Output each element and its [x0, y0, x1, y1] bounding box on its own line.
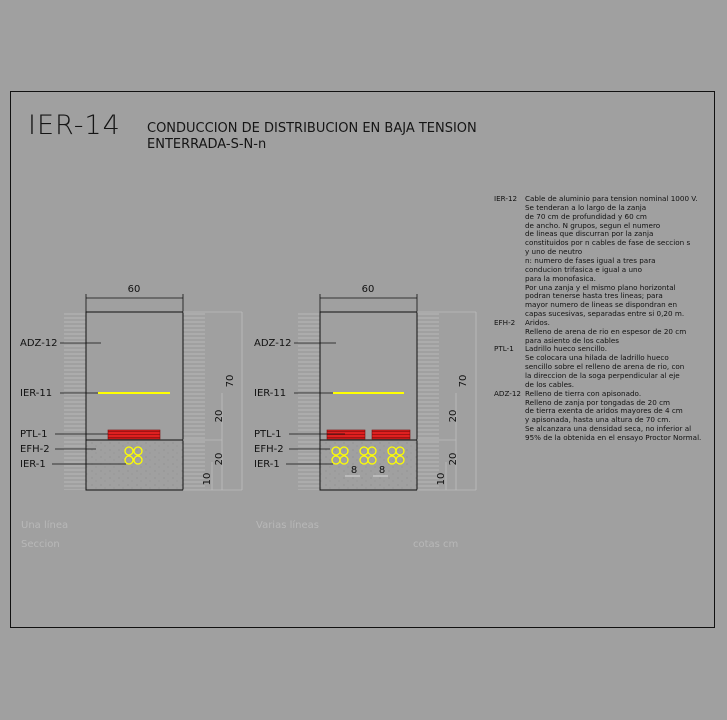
soil-hatch-left — [298, 312, 320, 490]
note-line: la direccion de la soga perpendicular al eje — [525, 371, 680, 380]
caption-single-line: Una línea — [21, 520, 69, 531]
sand-bed — [86, 440, 183, 490]
note-key: EFH-2 — [494, 317, 516, 327]
label-adz12: ADZ-12 — [20, 338, 58, 349]
label-ptl1: PTL-1 — [254, 429, 282, 440]
note-line: Relleno de zanja por tongadas de 20 cm — [525, 397, 671, 407]
caption-several-lines: Varias líneas — [256, 520, 319, 531]
dim-20-lower: 20 — [448, 452, 459, 466]
label-ptl1: PTL-1 — [20, 429, 48, 440]
section-single-line — [20, 284, 242, 490]
dim-70: 70 — [458, 374, 469, 388]
section-several-lines — [254, 284, 476, 490]
label-efh2: EFH-2 — [20, 444, 50, 455]
note-line: Aridos. — [525, 317, 550, 327]
label-ier1: IER-1 — [254, 459, 280, 470]
label-ier1: IER-1 — [20, 459, 46, 470]
drawing-title-line2: ENTERRADA-S-N-n — [147, 137, 267, 152]
note-line: mayor numero de lineas se dispondran en — [525, 300, 677, 310]
note-line: y uno de neutro — [525, 247, 583, 257]
label-efh2: EFH-2 — [254, 444, 284, 455]
note-line: de tierra exenta de aridos mayores de 4 cm — [525, 406, 683, 416]
note-key: ADZ-12 — [494, 388, 521, 398]
note-line: de los cables. — [525, 379, 575, 389]
note-key: IER-12 — [494, 194, 518, 203]
note-line: podran tenerse hasta tres lineas; para — [525, 291, 663, 301]
brick-row-right — [372, 430, 410, 439]
label-ier11: IER-11 — [20, 388, 53, 399]
note-line: de ancho. N grupos, segun el numero — [525, 220, 661, 230]
note-line: Ladrillo hueco sencillo. — [525, 344, 607, 354]
note-key: PTL-1 — [494, 344, 514, 354]
note-line: Se colocara una hilada de ladrillo hueco — [525, 353, 669, 363]
note-line: para la monofasica. — [525, 273, 596, 283]
note-line: de lineas que discurran por la zanja — [525, 229, 654, 239]
note-line: Por una zanja y el mismo plano horizontal — [525, 282, 676, 292]
label-adz12: ADZ-12 — [254, 338, 292, 349]
spacing-dim-1: 8 — [350, 465, 358, 476]
label-ier11: IER-11 — [254, 388, 287, 399]
dim-10: 10 — [436, 472, 447, 486]
caption-section: Seccion — [21, 539, 60, 550]
soil-hatch-left — [64, 312, 86, 490]
dim-70: 70 — [225, 374, 236, 388]
brick-row — [108, 430, 160, 439]
dim-10: 10 — [202, 472, 213, 486]
note-line: capas sucesivas, separadas entre si 0,20 m. — [525, 309, 685, 319]
drawing-title-line1: CONDUCCION DE DISTRIBUCION EN BAJA TENSION — [147, 121, 477, 136]
note-line: Se alcanzara una densidad seca, no inferior al — [525, 424, 692, 434]
dim-20-upper: 20 — [448, 409, 459, 423]
caption-units: cotas cm — [413, 539, 459, 550]
dim-20-upper: 20 — [214, 409, 225, 423]
width-dim-label: 60 — [127, 284, 141, 295]
note-line: y apisonada, hasta una altura de 70 cm. — [525, 415, 671, 425]
soil-hatch-right — [417, 312, 439, 490]
brick-row-left — [327, 430, 365, 439]
soil-hatch-right — [183, 312, 205, 490]
dim-20-lower: 20 — [214, 452, 225, 466]
note-line: sencillo sobre el relleno de arena de rio, con — [525, 362, 685, 372]
note-line: Relleno de arena de rio en espesor de 20 cm — [525, 326, 687, 336]
note-line: conducion trifasica e igual a uno — [525, 264, 643, 274]
note-line: n: numero de fases igual a tres para — [525, 255, 656, 265]
note-line: Relleno de tierra con apisonado. — [525, 388, 642, 398]
note-line: constituidos por n cables de fase de seccion s — [525, 238, 691, 248]
spacing-dim-2: 8 — [378, 465, 386, 476]
note-line: para asiento de los cables — [525, 335, 620, 345]
note-line: Se tenderan a lo largo de la zanja — [525, 202, 647, 212]
note-line: de 70 cm de profundidad y 60 cm — [525, 211, 647, 221]
width-dim-label: 60 — [361, 284, 375, 295]
note-line: Cable de aluminio para tension nominal 1000 V. — [525, 194, 698, 203]
note-line: 95% de la obtenida en el ensayo Proctor Normal. — [525, 432, 702, 442]
drawing-code: IER-14 — [28, 110, 121, 141]
